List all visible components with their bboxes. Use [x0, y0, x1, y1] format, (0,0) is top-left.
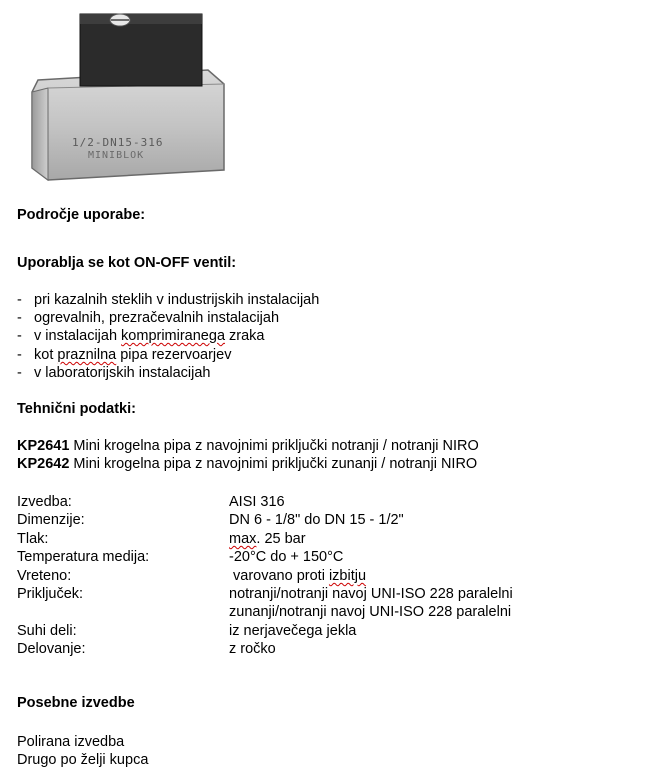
list-dash: -: [17, 292, 22, 308]
spec-value: z ročko: [229, 641, 276, 657]
spec-label: Vreteno:: [17, 568, 72, 584]
spec-label: Tlak:: [17, 531, 49, 547]
list-dash: -: [17, 328, 22, 344]
spec-label: Delovanje:: [17, 641, 86, 657]
product-line: [17, 437, 479, 455]
spec-value: max. 25 bar: [229, 531, 306, 547]
spec-label: Dimenzije:: [17, 512, 85, 528]
list-item: [17, 291, 320, 309]
spec-label: Temperatura medija:: [17, 549, 150, 565]
spec-value: -20°C do + 150°C: [229, 549, 344, 565]
list-item: [17, 364, 211, 382]
list-dash: -: [17, 347, 22, 363]
list-item-text: v instalacijah komprimiranega zraka: [34, 328, 265, 344]
list-dash: -: [17, 365, 22, 381]
product-desc: Mini krogelna pipa z navojnimi priključki zunanji / notranji NIRO: [69, 456, 478, 472]
spellcheck-word: komprimiranega: [121, 328, 226, 344]
photo-stamp-text: 1/2-DN15-316: [72, 136, 164, 149]
spec-value: varovano proti izbitju: [229, 568, 367, 584]
list-item: [17, 346, 232, 364]
spellcheck-word: izbitju: [328, 568, 367, 584]
list-item-text: kot praznilna pipa rezervoarjev: [34, 347, 232, 363]
list-item: [17, 309, 280, 327]
spec-label: Suhi deli:: [17, 623, 77, 639]
product-code: KP2641: [17, 438, 70, 454]
heading-special: Posebne izvedbe: [17, 695, 135, 711]
list-item-text: v laboratorijskih instalacijah: [34, 365, 211, 381]
list-item-text: ogrevalnih, prezračevalnih instalacijah: [34, 310, 280, 326]
heading-tech: Tehnični podatki:: [17, 401, 136, 417]
special-item: Polirana izvedba: [17, 734, 125, 750]
spec-value: iz nerjavečega jekla: [229, 623, 357, 639]
spec-label: Priključek:: [17, 586, 84, 602]
photo-brand-text: MINIBLOK: [88, 150, 145, 161]
product-line: [17, 455, 477, 473]
product-desc: Mini krogelna pipa z navojnimi priključki notranji / notranji NIRO: [69, 438, 479, 454]
list-item-text: pri kazalnih steklih v industrijskih instalacijah: [34, 292, 320, 308]
spellcheck-word: max: [229, 531, 257, 547]
spec-label: Izvedba:: [17, 494, 72, 510]
special-item: Drugo po želji kupca: [17, 752, 149, 768]
heading-use: Področje uporabe:: [17, 207, 146, 223]
spellcheck-word: praznilna: [57, 347, 117, 363]
spec-value: notranji/notranji navoj UNI-ISO 228 paralelni: [229, 586, 513, 602]
spec-value: DN 6 - 1/8" do DN 15 - 1/2": [229, 512, 404, 528]
list-item: [17, 327, 265, 345]
heading-onoff: Uporablja se kot ON-OFF ventil:: [17, 255, 237, 271]
spec-value: AISI 316: [229, 494, 285, 510]
list-dash: -: [17, 310, 22, 326]
spec-value: zunanji/notranji navoj UNI-ISO 228 paralelni: [229, 604, 512, 620]
product-code: KP2642: [17, 456, 70, 472]
